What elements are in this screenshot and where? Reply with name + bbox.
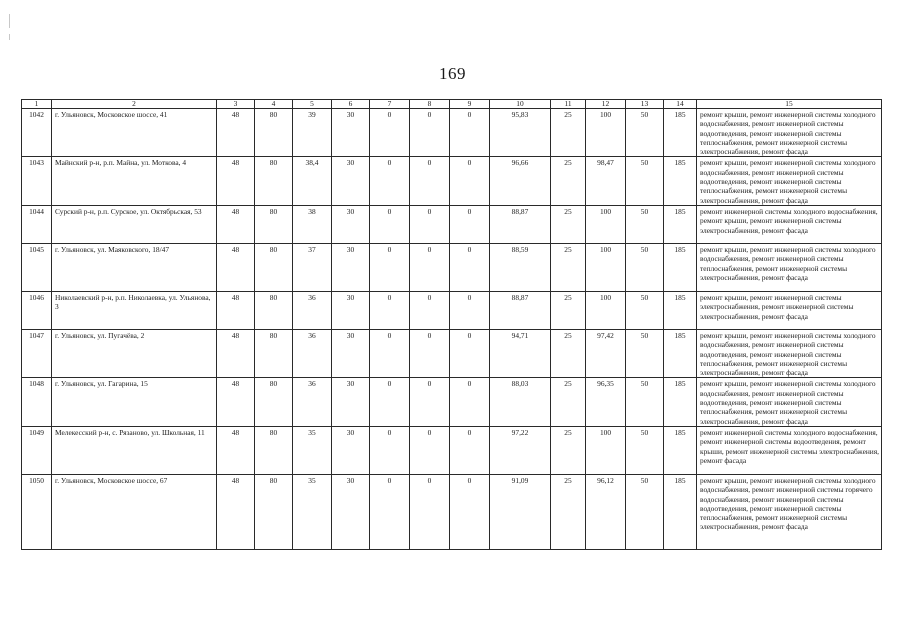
table-cell: 0 [450,243,490,291]
table-cell: 50 [626,109,664,157]
table-cell: 30 [332,205,370,243]
table-cell: 185 [664,426,697,474]
table-cell: 80 [255,243,293,291]
table-cell: 97,42 [586,329,626,377]
table-cell: 0 [410,378,450,426]
column-header: 15 [697,100,882,109]
column-header: 11 [551,100,586,109]
column-header: 14 [664,100,697,109]
table-cell: 0 [410,243,450,291]
table-row [22,426,882,474]
table-cell: 80 [255,329,293,377]
table-cell: 0 [450,378,490,426]
table-cell: 48 [217,109,255,157]
table-cell: 30 [332,109,370,157]
table-cell: 38,4 [293,157,332,205]
table-cell: 96,66 [490,157,551,205]
table-cell: 30 [332,378,370,426]
row-number-cell: 1050 [22,474,52,549]
column-header: 6 [332,100,370,109]
address-cell: г. Ульяновск, Московское шоссе, 41 [52,109,217,157]
table-cell: 48 [217,205,255,243]
table-row [22,291,882,329]
table-cell: 0 [450,329,490,377]
table-cell: 48 [217,243,255,291]
table-cell: 0 [370,243,410,291]
table-cell: 48 [217,378,255,426]
table-cell: 50 [626,291,664,329]
table-cell: 30 [332,426,370,474]
table-cell: 48 [217,291,255,329]
table-cell: 36 [293,378,332,426]
table-cell: 185 [664,378,697,426]
address-cell: г. Ульяновск, ул. Маяковского, 18/47 [52,243,217,291]
table-cell: 35 [293,474,332,549]
table-cell: 185 [664,329,697,377]
table-cell: 0 [370,291,410,329]
table-cell: 50 [626,243,664,291]
row-number-cell: 1042 [22,109,52,157]
address-cell: Николаевский р-н, р.п. Николаевка, ул. Ульянова, 3 [52,291,217,329]
table-row [22,109,882,157]
table-cell: 25 [551,205,586,243]
row-number-cell: 1048 [22,378,52,426]
table-cell: 25 [551,329,586,377]
repair-works-cell: ремонт крыши, ремонт инженерной системы холодного водоснабжения, ремонт инженерной системы водоотведения, ремонт инженерной системы теплоснабжения, ремонт инженерной системы электроснабжения, ремонт фасада [697,109,882,157]
table-cell: 97,22 [490,426,551,474]
table-cell: 88,87 [490,291,551,329]
table-cell: 36 [293,291,332,329]
table-cell: 80 [255,378,293,426]
row-number-cell: 1044 [22,205,52,243]
table-cell: 100 [586,205,626,243]
table-cell: 0 [370,157,410,205]
table-cell: 100 [586,291,626,329]
table-cell: 0 [450,474,490,549]
table-cell: 91,09 [490,474,551,549]
table-cell: 25 [551,157,586,205]
address-cell: Мелекесский р-н, с. Рязаново, ул. Школьная, 11 [52,426,217,474]
table-row [22,157,882,205]
table-cell: 100 [586,109,626,157]
table-cell: 0 [450,157,490,205]
row-number-cell: 1047 [22,329,52,377]
table-cell: 80 [255,426,293,474]
table-cell: 0 [410,329,450,377]
table-cell: 0 [450,205,490,243]
table-body [22,109,882,550]
table-cell: 50 [626,426,664,474]
row-number-cell: 1043 [22,157,52,205]
table-cell: 0 [370,426,410,474]
table-cell: 0 [410,205,450,243]
table-cell: 96,12 [586,474,626,549]
table-cell: 25 [551,109,586,157]
repair-works-cell: ремонт крыши, ремонт инженерной системы холодного водоснабжения, ремонт инженерной системы горячего водоснабжения, ремонт инженерной системы водоотведения, ремонт инженерной системы теплоснабжения, ремонт инженерной системы электроснабжения, ремонт фасада [697,474,882,549]
table-cell: 38 [293,205,332,243]
row-number-cell: 1046 [22,291,52,329]
address-cell: г. Ульяновск, Московское шоссе, 67 [52,474,217,549]
column-header: 2 [52,100,217,109]
table-cell: 30 [332,329,370,377]
table-cell: 35 [293,426,332,474]
table-cell: 50 [626,329,664,377]
table-cell: 0 [370,329,410,377]
table-cell: 185 [664,205,697,243]
table-cell: 0 [450,426,490,474]
table-cell: 100 [586,243,626,291]
column-header: 10 [490,100,551,109]
table-row [22,378,882,426]
table-cell: 185 [664,291,697,329]
table-cell: 25 [551,291,586,329]
repair-works-cell: ремонт инженерной системы холодного водоснабжения, ремонт крыши, ремонт инженерной системы электроснабжения, ремонт фасада [697,205,882,243]
table-row [22,474,882,549]
table-cell: 0 [450,291,490,329]
table-cell: 30 [332,474,370,549]
column-header: 4 [255,100,293,109]
column-header: 8 [410,100,450,109]
table-cell: 0 [370,474,410,549]
table-cell: 80 [255,109,293,157]
table-cell: 50 [626,378,664,426]
table-cell: 100 [586,426,626,474]
table-cell: 0 [410,109,450,157]
table-cell: 98,47 [586,157,626,205]
table-cell: 48 [217,474,255,549]
table-cell: 88,87 [490,205,551,243]
column-header: 13 [626,100,664,109]
table-cell: 80 [255,474,293,549]
table-cell: 0 [410,291,450,329]
address-cell: Майнский р-н, р.п. Майна, ул. Моткова, 4 [52,157,217,205]
table-cell: 96,35 [586,378,626,426]
table-cell: 25 [551,378,586,426]
table-cell: 0 [410,474,450,549]
page-number: 169 [439,64,466,83]
table-row [22,205,882,243]
table-cell: 0 [450,109,490,157]
repair-works-cell: ремонт крыши, ремонт инженерной системы холодного водоснабжения, ремонт инженерной системы водоотведения, ремонт инженерной системы теплоснабжения, ремонт инженерной системы электроснабжения, ремонт фасада [697,378,882,426]
table-cell: 0 [370,378,410,426]
table-cell: 39 [293,109,332,157]
table-row [22,243,882,291]
address-cell: Сурский р-н, р.п. Сурское, ул. Октябрьская, 53 [52,205,217,243]
table-cell: 50 [626,474,664,549]
table-cell: 80 [255,205,293,243]
column-header: 7 [370,100,410,109]
building-repair-table [21,99,882,550]
table-cell: 0 [370,205,410,243]
table-cell: 80 [255,157,293,205]
table-cell: 94,71 [490,329,551,377]
table-cell: 30 [332,243,370,291]
table-cell: 185 [664,157,697,205]
header-row [22,100,882,109]
table-cell: 95,83 [490,109,551,157]
row-number-cell: 1049 [22,426,52,474]
column-header: 3 [217,100,255,109]
table-cell: 50 [626,205,664,243]
table-cell: 30 [332,157,370,205]
scan-edge-mark [9,14,10,28]
table-cell: 48 [217,329,255,377]
column-header: 9 [450,100,490,109]
table-cell: 0 [410,157,450,205]
row-number-cell: 1045 [22,243,52,291]
table-cell: 0 [370,109,410,157]
table-cell: 50 [626,157,664,205]
table-cell: 48 [217,426,255,474]
repair-works-cell: ремонт крыши, ремонт инженерной системы холодного водоснабжения, ремонт инженерной системы водоотведения, ремонт инженерной системы теплоснабжения, ремонт инженерной системы электроснабжения, ремонт фасада [697,157,882,205]
table-cell: 185 [664,109,697,157]
table-cell: 88,03 [490,378,551,426]
table-cell: 88,59 [490,243,551,291]
table-cell: 0 [410,426,450,474]
table-cell: 185 [664,243,697,291]
table-cell: 48 [217,157,255,205]
table-cell: 25 [551,426,586,474]
repair-works-cell: ремонт крыши, ремонт инженерной системы электроснабжения, ремонт инженерной системы электроснабжения, ремонт фасада [697,291,882,329]
column-header: 1 [22,100,52,109]
table-cell: 25 [551,474,586,549]
table-cell: 37 [293,243,332,291]
table-cell: 80 [255,291,293,329]
column-header: 12 [586,100,626,109]
address-cell: г. Ульяновск, ул. Гагарина, 15 [52,378,217,426]
table-cell: 30 [332,291,370,329]
repair-works-cell: ремонт крыши, ремонт инженерной системы холодного водоснабжения, ремонт инженерной системы теплоснабжения, ремонт инженерной системы электроснабжения, ремонт фасада [697,243,882,291]
column-header: 5 [293,100,332,109]
address-cell: г. Ульяновск, ул. Пугачёва, 2 [52,329,217,377]
table-cell: 25 [551,243,586,291]
repair-works-cell: ремонт инженерной системы холодного водоснабжения, ремонт инженерной системы водоотведения, ремонт крыши, ремонт инженерной системы электроснабжения, ремонт фасада [697,426,882,474]
table-cell: 36 [293,329,332,377]
scan-edge-mark [9,34,10,40]
repair-works-cell: ремонт крыши, ремонт инженерной системы холодного водоснабжения, ремонт инженерной системы водоотведения, ремонт инженерной системы теплоснабжения, ремонт инженерной системы электроснабжения, ремонт фасада [697,329,882,377]
table-row [22,329,882,377]
table-cell: 185 [664,474,697,549]
